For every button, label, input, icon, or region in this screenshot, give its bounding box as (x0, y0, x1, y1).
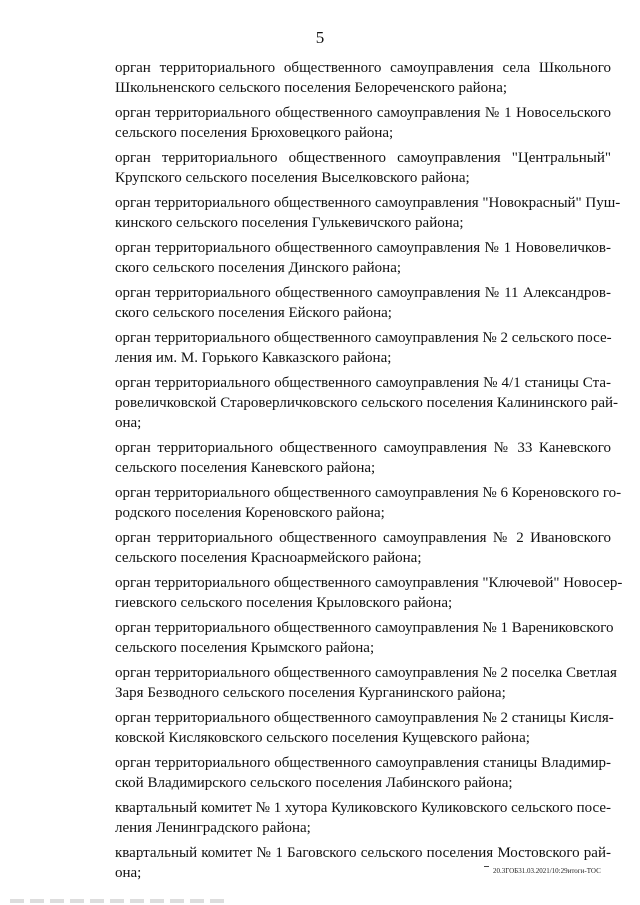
list-item-line: ровеличковской Староверличковского сельского поселения Калининского рай- (115, 395, 619, 411)
list-item-line: сельского поселения Красноармейского района; (115, 550, 422, 566)
footer-code: 20.3ГОБ31.03.2021/10:29итоги-ТОС (493, 867, 601, 875)
list-item-line: гиевского сельского поселения Крыловского района; (115, 595, 453, 611)
list-item-line: орган территориального общественного самоуправления № 1 Нововеличков- (115, 240, 611, 256)
footer-mark (484, 866, 489, 867)
page-number: 5 (315, 28, 325, 47)
scan-edge-artifact (10, 899, 230, 903)
list-item-line: ления Ленинградского района; (115, 820, 311, 836)
list-item-line: ского сельского поселения Динского района; (115, 260, 402, 276)
list-item (115, 238, 611, 278)
list-item-line: орган территориального общественного самоуправления № 11 Александров- (115, 285, 611, 301)
list-item (115, 618, 614, 658)
list-item-line: ления им. М. Горького Кавказского района; (115, 350, 392, 366)
list-item-line: орган территориального общественного самоуправления № 1 Варениковского (115, 620, 614, 636)
list-item-line: орган территориального общественного самоуправления станицы Владимир- (115, 755, 611, 771)
list-item (115, 708, 614, 748)
list-item (115, 843, 611, 883)
list-item (115, 798, 611, 838)
list-item-line: орган территориального общественного самоуправления № 2 Ивановского (115, 530, 611, 546)
document-body (115, 58, 623, 888)
list-item-line: Заря Безводного сельского поселения Курганинского района; (115, 685, 506, 701)
list-item-line: орган территориального общественного самоуправления № 2 сельского посе- (115, 330, 612, 346)
list-item-line: орган территориального общественного самоуправления № 33 Каневского (115, 440, 611, 456)
list-item (115, 483, 622, 523)
list-item-line: кинского сельского поселения Гулькевичского района; (115, 215, 464, 231)
list-item-line: родского поселения Кореновского района; (115, 505, 385, 521)
list-item-line: сельского поселения Брюховецкого района; (115, 125, 394, 141)
list-item (115, 283, 611, 323)
list-item (115, 663, 617, 703)
list-item-line: сельского поселения Каневского района; (115, 460, 376, 476)
list-item-line: она; (115, 865, 142, 881)
list-item (115, 58, 611, 98)
list-item-line: сельского поселения Крымского района; (115, 640, 375, 656)
list-item (115, 573, 623, 613)
list-item (115, 328, 611, 368)
list-item-line: квартальный комитет № 1 Баговского сельского поселения Мостовского рай- (115, 845, 611, 861)
list-item-line: Школьненского сельского поселения Белореченского района; (115, 80, 508, 96)
list-item-line: орган территориального общественного самоуправления № 6 Кореновского го- (115, 485, 622, 501)
list-item-line: она; (115, 415, 142, 431)
list-item (115, 373, 619, 433)
list-item (115, 148, 611, 188)
list-item-line: орган территориального общественного самоуправления № 2 поселка Светлая (115, 665, 617, 681)
list-item-line: Крупского сельского поселения Выселковского района; (115, 170, 470, 186)
list-item-line: квартальный комитет № 1 хутора Куликовского Куликовского сельского посе- (115, 800, 612, 816)
list-item (115, 193, 621, 233)
list-item-line: орган территориального общественного самоуправления "Ключевой" Новосер- (115, 575, 623, 591)
list-item (115, 438, 611, 478)
list-item-line: орган территориального общественного самоуправления "Центральный" (115, 150, 611, 166)
list-item-line: орган территориального общественного самоуправления "Новокрасный" Пуш- (115, 195, 621, 211)
list-item-line: орган территориального общественного самоуправления № 2 станицы Кисля- (115, 710, 614, 726)
list-item (115, 753, 611, 793)
list-item-line: орган территориального общественного самоуправления № 1 Новосельского (115, 105, 611, 121)
list-item-line: ского сельского поселения Ейского района; (115, 305, 392, 321)
list-item-line: орган территориального общественного самоуправления села Школьного (115, 60, 611, 76)
list-item (115, 528, 611, 568)
list-item-line: орган территориального общественного самоуправления № 4/1 станицы Ста- (115, 375, 611, 391)
list-item-line: ской Владимирского сельского поселения Лабинского района; (115, 775, 513, 791)
list-item (115, 103, 611, 143)
list-item-line: ковской Кисляковского сельского поселения Кущевского района; (115, 730, 530, 746)
